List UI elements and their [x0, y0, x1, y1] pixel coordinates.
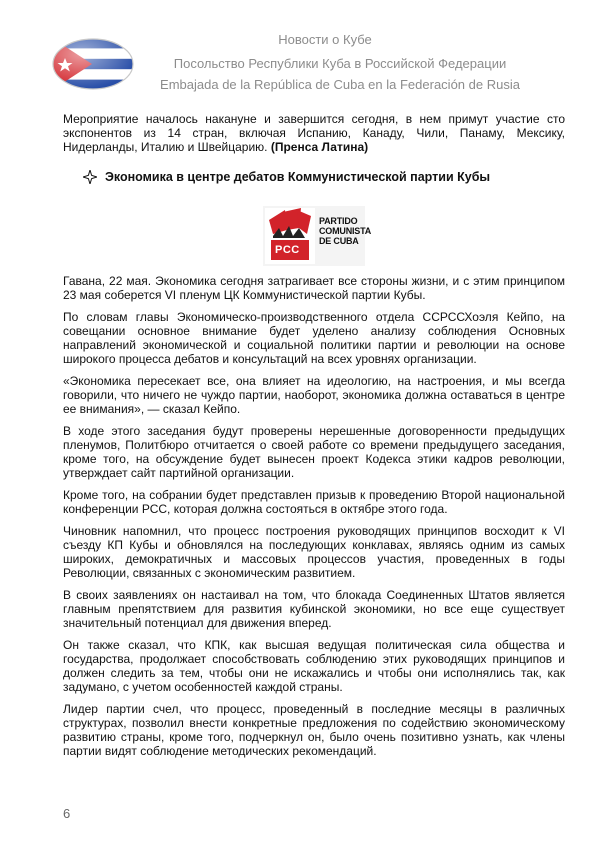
article-paragraph: По словам главы Экономическо-производственного отдела ССРССХоэля Кейпо, на совещании основное внимание будет уделено анализу соблюдения Основных направлений экономической и социальной политики партии и революции на основе широкого процесса дебатов и консультаций на всех уровнях организации.	[63, 310, 565, 366]
article-paragraph: Чиновник напомнил, что процесс построения руководящих принципов восходит к VI съезду КП Кубы и обновлялся на последующих конклавах, являясь одним из самых широких, демократичных и массовых процессов участия, проведенных в годы Революции, связанных с экономическим развитием.	[63, 524, 565, 580]
intro-text: Мероприятие началось накануне и завершится сегодня, в нем примут участие сто экспонентов из 14 стран, включая Испанию, Канаду, Чили, Панаму, Мексику, Нидерланды, Италию и Швейцарию.	[63, 112, 565, 154]
header-embassy-ru: Посольство Республики Куба в Российской Федерации	[173, 56, 507, 71]
article-paragraph: В своих заявлениях он настаивал на том, что блокада Соединенных Штатов является главным препятствием для развития кубинской экономики, но все еще существует значительный потенциал для движения вперед.	[63, 588, 565, 630]
article-paragraph: Он также сказал, что КПК, как высшая ведущая политическая сила общества и государства, продолжает способствовать соблюдению этих руководящих принципов и должен следить за тем, чтобы они не искажались и чтобы они исполнялись так, как задумано, с учетом особенностей каждой страны.	[63, 638, 565, 694]
page-header	[0, 0, 610, 110]
pcc-logo	[263, 206, 372, 266]
four-point-star-icon	[83, 170, 97, 184]
article-paragraph: «Экономика пересекает все, она влияет на идеологию, на настроения, и мы всегда говорили, что ничего не чуждо партии, наоборот, экономика должна оставаться в центре ее внимания», — сказал Кейпо.	[63, 374, 565, 416]
intro-paragraph	[63, 112, 565, 154]
pcc-logo-line2: COMUNISTA	[319, 226, 372, 236]
pcc-logo-text	[319, 216, 371, 246]
section-heading-text: Экономика в центре дебатов Коммунистической партии Кубы	[105, 170, 491, 184]
page-number: 6	[63, 806, 71, 821]
pcc-logo-line3: DE CUBA	[319, 236, 359, 246]
pcc-logo-badge: PCC	[275, 244, 300, 256]
header-embassy-es: Embajada de la República de Cuba en la Federación de Rusia	[160, 77, 520, 92]
article-paragraph: Лидер партии счел, что процесс, проведенный в последние месяцы в различных структурах, позволил внести конкретные предложения по содействию экономическому развитию страны, кроме того, подчеркнул он, было очень позитивно узнать, как члены партии видят соблюдение методических рекомендаций.	[63, 702, 565, 758]
article-paragraph: В ходе этого заседания будут проверены нерешенные договоренности предыдущих пленумов, Политбюро отчитается о своей работе со времени предыдущего заседания, кроме того, на обсуждение будет вынесен проект Кодекса этики кадров революции, утверждает сайт партийной организации.	[63, 424, 565, 480]
article-body	[63, 112, 565, 766]
news-source: (Пренса Латина)	[270, 140, 369, 154]
article-paragraph: Гавана, 22 мая. Экономика сегодня затрагивает все стороны жизни, и с этим принципом 23 мая соберется VI пленум ЦК Коммунистической партии Кубы.	[63, 274, 565, 302]
pcc-logo-line1: PARTIDO	[319, 216, 358, 226]
section-heading	[83, 170, 565, 184]
article-paragraph: Кроме того, на собрании будет представлен призыв к проведению Второй национальной конференции РСС, которая должна состояться в октябре этого года.	[63, 488, 565, 516]
header-title: Новости о Кубе	[278, 32, 372, 47]
